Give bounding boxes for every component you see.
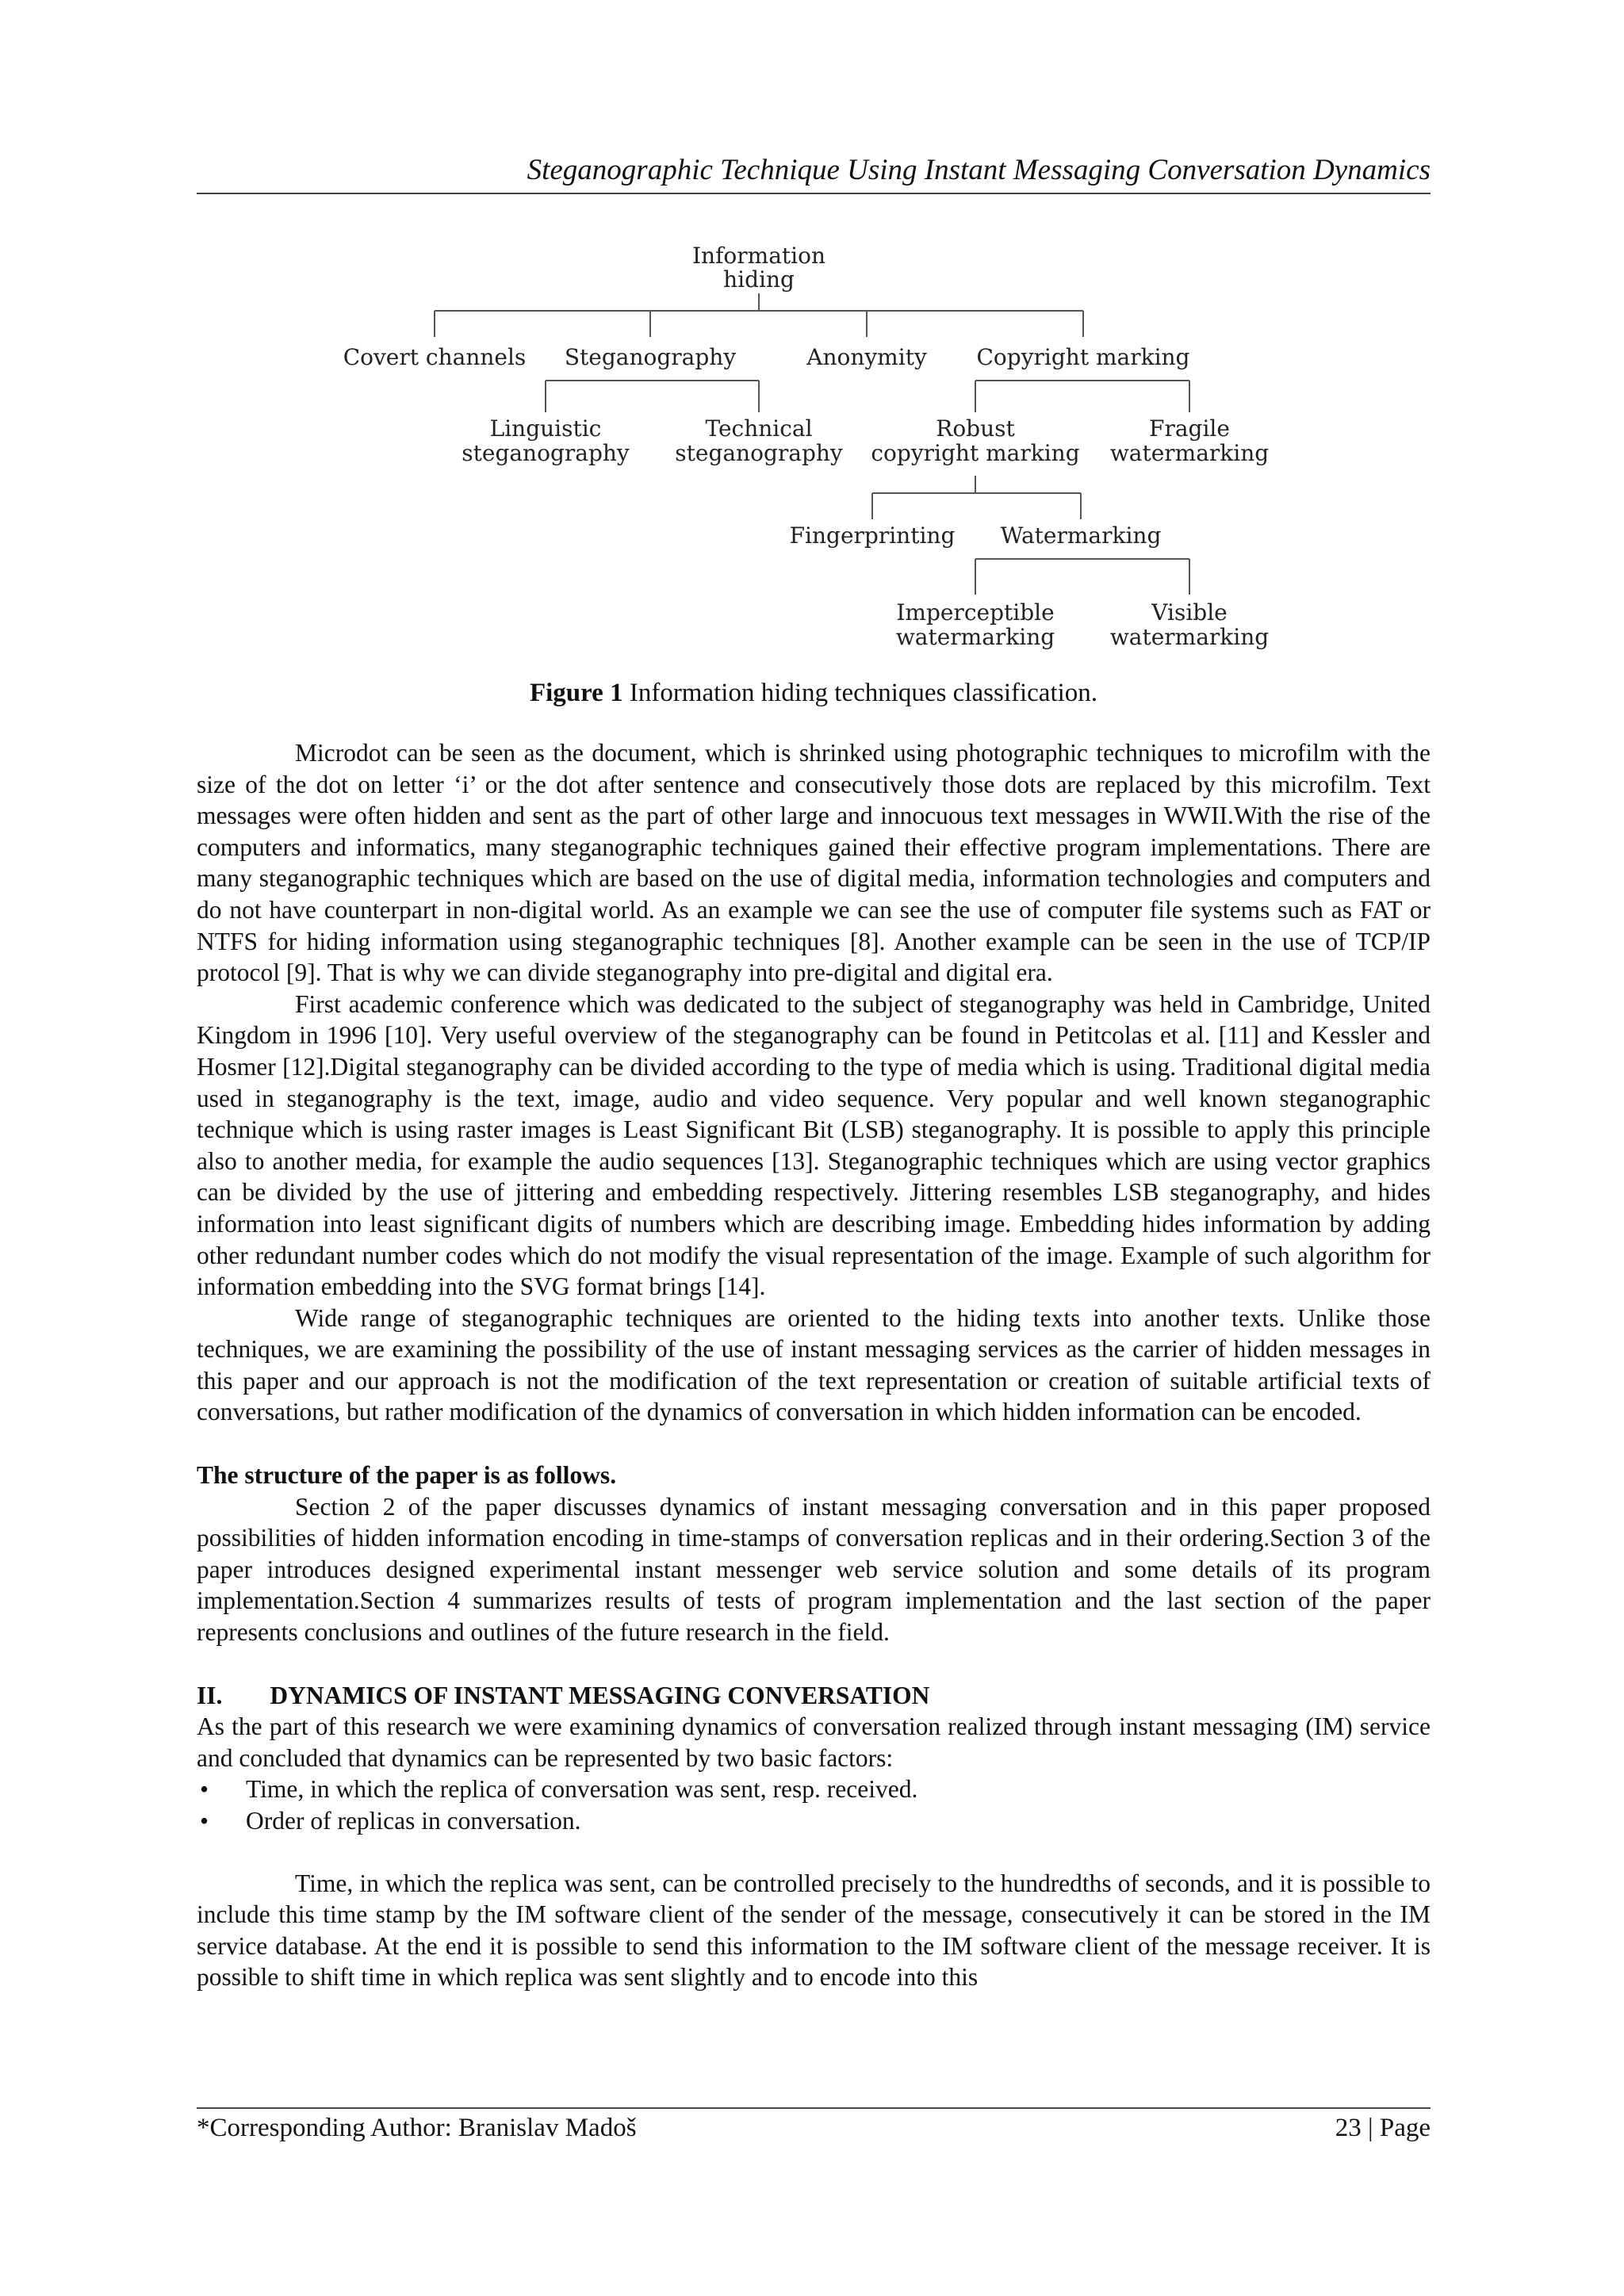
section-heading	[197, 1680, 1431, 1712]
node-robust-copyright-marking: Robust	[936, 415, 1015, 442]
paragraph: Time, in which the replica was sent, can be controlled precisely to the hundredths of seconds, and it is possible to include this time stamp by the IM software client of the sender of the message, consecutively it can be stored in the IM service database. At the end it is possible to send this information to the IM software client of the message receiver. It is possible to shift time in which replica was sent slightly and to encode into this	[197, 1869, 1431, 1992]
node-information-hiding-line2: hiding	[723, 266, 795, 293]
bullet-list	[197, 1774, 1431, 1836]
page-footer	[197, 2110, 1431, 2145]
node-anonymity: Anonymity	[806, 344, 927, 370]
section-title: DYNAMICS OF INSTANT MESSAGING CONVERSATION	[270, 1681, 930, 1709]
body-text	[197, 737, 1431, 1993]
classification-diagram	[333, 238, 1285, 666]
node-fingerprinting: Fingerprinting	[789, 522, 956, 549]
node-linguistic-steganography-line2: steganography	[462, 440, 630, 466]
node-imperceptible-watermarking: Imperceptible	[896, 599, 1055, 626]
node-fragile-watermarking: Fragile	[1149, 415, 1230, 442]
paragraph: First academic conference which was dedicated to the subject of steganography was held in Cambridge, United Kingdom in 1996 [10]. Very useful overview of the steganography can be found in Petitcolas et al. [11] and Kessler and Hosmer [12].Digital steganography can be divided according to the type of media which is using. Traditional digital media used in steganography is the text, image, audio and video sequence. Very popular and well known steganographic technique which is using raster images is Least Significant Bit (LSB) steganography. It is possible to apply this principle also to another media, for example the audio sequences [13]. Steganographic techniques which are using vector graphics can be divided by the use of jittering and embedding respectively. Jittering resembles LSB steganography, and hides information into least significant digits of numbers which are describing image. Embedding hides information by adding other redundant number codes which do not modify the visual representation of the image. Example of such algorithm for information embedding into the SVG format brings [14].	[197, 989, 1431, 1301]
paragraph: As the part of this research we were examining dynamics of conversation realized through instant messaging (IM) service and concluded that dynamics can be represented by two basic factors:	[197, 1712, 1431, 1772]
node-fragile-watermarking-line2: watermarking	[1109, 440, 1270, 466]
figure-caption	[197, 675, 1431, 710]
structure-heading: The structure of the paper is as follows.	[197, 1461, 617, 1490]
paragraph: Microdot can be seen as the document, which is shrinked using photographic techniques to microfilm with the size of the dot on letter ‘i’ or the dot after sentence and consecutively those dots are replaced by this microfilm. Text messages were often hidden and sent as the part of other large and innocuous text messages in WWII.With the rise of the computers and informatics, many steganographic techniques gained their effective program implementations. There are many steganographic techniques which are based on the use of digital media, information technologies and computers and do not have counterpart in non-digital world. As an example we can see the use of computer file systems such as FAT or NTFS for hiding information using steganographic techniques [8]. Another example can be seen in the use of TCP/IP protocol [9]. That is why we can divide steganography into pre-digital and digital era.	[197, 739, 1431, 987]
node-copyright-marking: Copyright marking	[976, 344, 1190, 370]
node-technical-steganography: Technical	[705, 415, 813, 442]
node-robust-copyright-marking-line2: copyright marking	[871, 440, 1080, 466]
bullet-icon: •	[200, 1775, 209, 1804]
figure-caption-label: Figure 1	[529, 679, 623, 707]
header-rule	[197, 193, 1431, 194]
corresponding-author: *Corresponding Author: Branislav Madoš	[197, 2114, 637, 2142]
figure-caption-text: Information hiding techniques classification.	[622, 679, 1098, 707]
node-covert-channels: Covert channels	[343, 344, 527, 370]
node-watermarking: Watermarking	[1000, 522, 1162, 549]
list-item-text: Time, in which the replica of conversation was sent, resp. received.	[246, 1775, 918, 1804]
node-linguistic-steganography: Linguistic	[489, 415, 602, 442]
paragraph: Wide range of steganographic techniques are oriented to the hiding texts into another texts. Unlike those techniques, we are examining the possibility of the use of instant messaging services as the carrier of hidden messages in this paper and our approach is not the modification of the text representation or creation of suitable artificial texts of conversations, but rather modification of the dynamics of conversation in which hidden information can be encoded.	[197, 1303, 1431, 1426]
list-item	[197, 1774, 1431, 1805]
page-number: 23 | Page	[1335, 2114, 1431, 2142]
section-number: II.	[197, 1681, 223, 1709]
node-visible-watermarking-line2: watermarking	[1109, 624, 1270, 650]
list-item-text: Order of replicas in conversation.	[246, 1807, 581, 1835]
footer-rule	[197, 2107, 1431, 2109]
paragraph: Section 2 of the paper discusses dynamics of instant messaging conversation and in this paper proposed possibilities of hidden information encoding in time-stamps of conversation replicas and in their ordering.Section 3 of the paper introduces designed experimental instant messenger web service solution and some details of its program implementation.Section 4 summarizes results of tests of program implementation and the last section of the paper represents conclusions and outlines of the future research in the field.	[197, 1492, 1431, 1647]
list-item	[197, 1805, 1431, 1837]
bullet-icon: •	[200, 1807, 209, 1835]
node-technical-steganography-line2: steganography	[675, 440, 843, 466]
node-visible-watermarking: Visible	[1151, 599, 1228, 626]
running-header: Steganographic Technique Using Instant Messaging Conversation Dynamics	[527, 154, 1431, 186]
node-information-hiding: Information	[691, 243, 826, 269]
node-steganography: Steganography	[564, 344, 737, 370]
spacer	[197, 1837, 1431, 1868]
node-imperceptible-watermarking-line2: watermarking	[895, 624, 1055, 650]
